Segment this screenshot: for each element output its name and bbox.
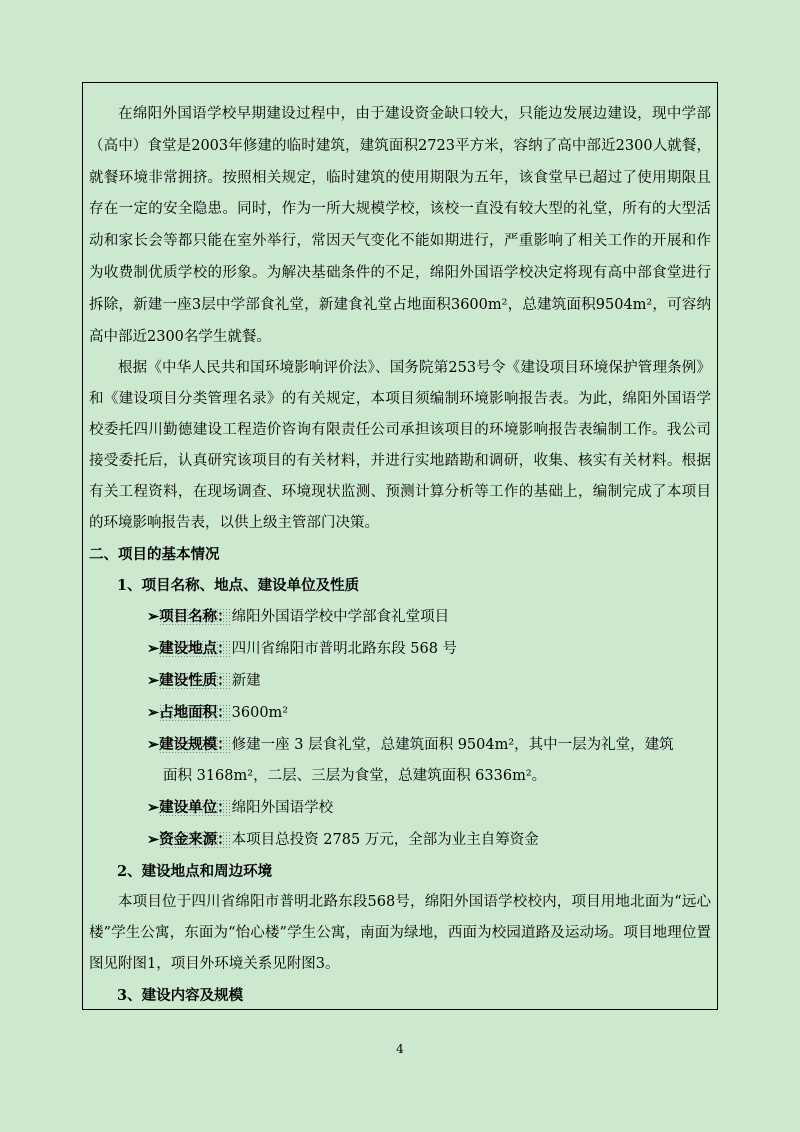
- item-label: 建设单位：: [159, 799, 232, 817]
- item-value: 新建: [231, 673, 261, 690]
- item-value: 绵阳外国语学校: [231, 800, 334, 817]
- arrow-bullet-icon: ➢: [147, 736, 160, 754]
- document-content: [89, 99, 711, 1011]
- info-item-owner: [89, 792, 711, 824]
- info-item-project-name: [89, 601, 711, 633]
- item-label: 资金来源：: [159, 831, 232, 849]
- info-item-funding: [89, 824, 711, 856]
- item-value: 四川省绵阳市普明北路东段 568 号: [231, 641, 458, 658]
- page-number: 4: [396, 1042, 404, 1056]
- item-label: 项目名称：: [159, 608, 232, 626]
- paragraph-text: 本项目位于四川省绵阳市普明北路东段568号，绵阳外国语学校校内，项目用地北面为“远心楼”学生公寓，东面为“怡心楼”学生公寓，南面为绿地，西面为校园道路及运动场。项目地理位置图见附图1，项目外环境关系见附图3。: [89, 894, 711, 973]
- arrow-bullet-icon: ➢: [147, 831, 160, 849]
- item-value: 本项目总投资 2785 万元，全部为业主自筹资金: [231, 832, 539, 849]
- item-value-continued: 面积 3168m²，二层、三层为食堂，总建筑面积 6336m²。: [163, 768, 547, 785]
- item-value: 3600m²: [231, 705, 289, 722]
- location-paragraph: [89, 887, 711, 980]
- item-label: 建设性质：: [159, 672, 232, 690]
- item-label: 建设规模：: [159, 736, 232, 754]
- document-frame: [82, 82, 718, 1010]
- info-item-nature: [89, 665, 711, 697]
- paragraph-text: 在绵阳外国语学校早期建设过程中，由于建设资金缺口较大，只能边发展边建设，现中学部（高中）食堂是2003年修建的临时建筑，建筑面积2723平方米，容纳了高中部近2300人就餐，就餐环境非常拥挤。按照相关规定，临时建筑的使用期限为五年，该食堂早已超过了使用期限且存在一定的安全隐患。同时，作为一所大规模学校，该校一直没有较大型的礼堂，所有的大型活动和家长会等都只能在室外举行，常因天气变化不能如期进行，严重影响了相关工作的开展和作为收费制优质学校的形象。为解决基础条件的不足，绵阳外国语学校决定将现有高中部食堂进行拆除，新建一座3层中学部食礼堂，新建食礼堂占地面积3600m²，总建筑面积9504m²，可容纳高中部近2300名学生就餐。: [89, 106, 711, 345]
- intro-paragraph-1: [89, 99, 711, 353]
- info-item-area: [89, 697, 711, 729]
- item-label: 建设地点：: [159, 640, 232, 658]
- intro-paragraph-2: [89, 353, 711, 539]
- subsection-heading-2: 2、建设地点和周边环境: [117, 863, 273, 881]
- info-item-location: [89, 633, 711, 665]
- paragraph-text: 根据《中华人民共和国环境影响评价法》、国务院第253号令《建设项目环境保护管理条例》和《建设项目分类管理名录》的有关规定，本项目须编制环境影响报告表。为此，绵阳外国语学校委托四川勤德建设工程造价咨询有限责任公司承担该项目的环境影响报告表编制工作。我公司接受委托后，认真研究该项目的有关材料，并进行实地踏勘和调研，收集、核实有关材料。根据有关工程资料，在现场调查、环境现状监测、预测计算分析等工作的基础上，编制完成了本项目的环境影响报告表，以供上级主管部门决策。: [89, 360, 711, 532]
- arrow-bullet-icon: ➢: [147, 799, 160, 817]
- subsection-heading-1: 1、项目名称、地点、建设单位及性质: [117, 577, 360, 595]
- item-label: 占地面积：: [159, 704, 232, 722]
- arrow-bullet-icon: ➢: [147, 608, 160, 626]
- section-heading: 二、项目的基本情况: [89, 546, 220, 564]
- subsection-heading-3: 3、建设内容及规模: [117, 987, 244, 1005]
- arrow-bullet-icon: ➢: [147, 640, 160, 658]
- item-value: 修建一座 3 层食礼堂，总建筑面积 9504m²，其中一层为礼堂，建筑: [231, 737, 674, 754]
- item-value: 绵阳外国语学校中学部食礼堂项目: [231, 609, 450, 626]
- arrow-bullet-icon: ➢: [147, 672, 160, 690]
- arrow-bullet-icon: ➢: [147, 704, 160, 722]
- info-item-scale: [89, 729, 711, 792]
